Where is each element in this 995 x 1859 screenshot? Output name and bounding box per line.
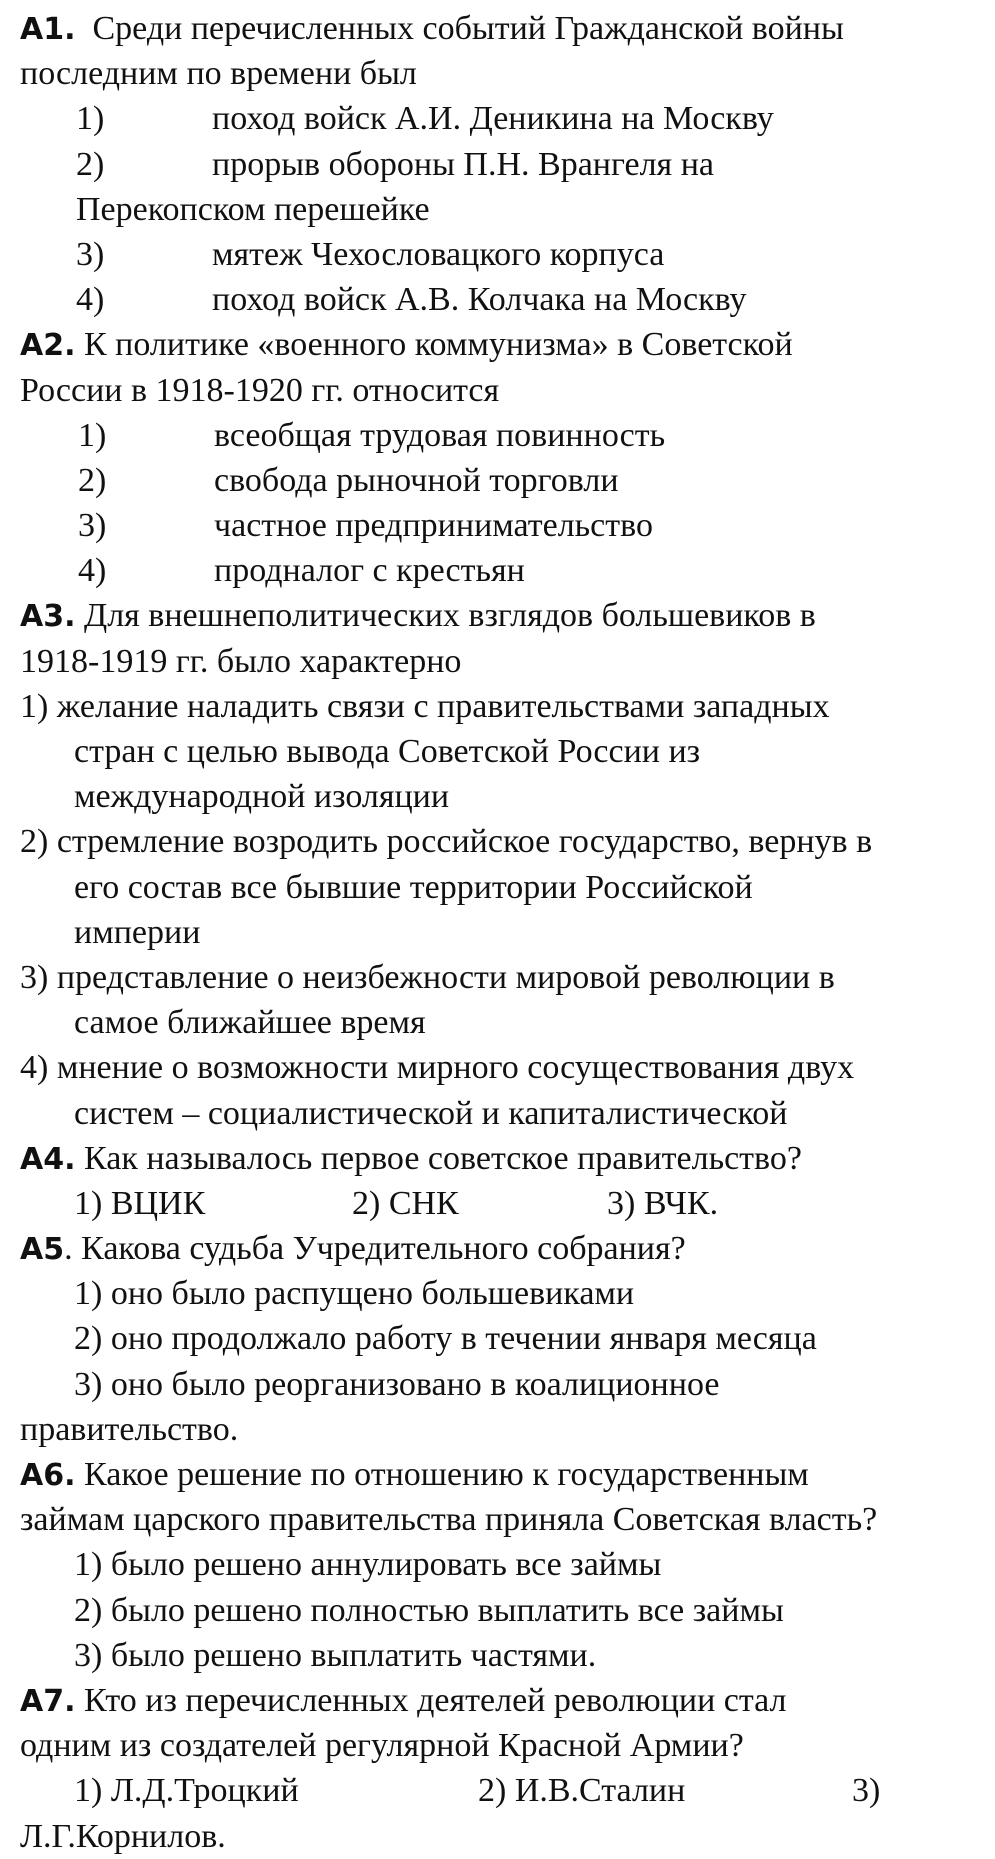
question-text: России в 1918-1920 гг. относится [20,371,500,409]
question-a5 [20,1226,975,1452]
answer-option[interactable]: 1) поход войск А.И. Деникина на Москву [76,100,774,138]
answer-option[interactable]: 3) оно было реорганизовано в коалиционное [74,1365,720,1403]
question-text: А2. К политике «военного коммунизма» в Советской [20,326,793,364]
question-a3 [20,593,975,1135]
answer-option-continuation: стран с целью вывода Советской России из [74,733,701,770]
question-label: А4. [20,1141,76,1177]
question-text: А7. Кто из перечисленных деятелей революции стал [20,1681,787,1719]
answer-option[interactable]: 3) частное предпринимательство [78,507,653,545]
question-a4 [20,1136,975,1226]
question-text: одним из создателей регулярной Красной Армии? [20,1727,744,1765]
question-text: А3. Для внешнеполитических взглядов большевиков в [20,597,816,635]
answer-option[interactable]: 2) было решено полностью выплатить все займы [74,1591,784,1629]
answer-option[interactable]: 3) ВЧК. [607,1184,719,1222]
answer-option[interactable]: 2) прорыв обороны П.Н. Врангеля на [76,145,714,183]
question-a7 [20,1678,975,1859]
answer-option[interactable]: 2) И.В.Сталин [478,1772,686,1810]
question-label: А3. [20,599,76,635]
answer-option[interactable]: 4) поход войск А.В. Колчака на Москву [76,281,747,319]
question-label: А2. [20,328,76,364]
question-text: 1918-1919 гг. было характерно [20,642,462,680]
answer-option[interactable]: 2) СНК [352,1184,459,1222]
answer-option[interactable]: 1) ВЦИК [74,1184,206,1222]
answer-option-continuation: международной изоляции [74,778,450,816]
answer-option[interactable]: 1) всеобщая трудовая повинность [78,416,666,454]
answer-option-continuation: Перекопском перешейке [76,190,430,228]
question-a2 [20,322,975,593]
question-text: последним по времени был [20,55,417,93]
answer-options-row [20,1768,975,1813]
question-text: займам царского правительства приняла Советская власть? [20,1501,878,1539]
answer-option[interactable]: 3) представление о неизбежности мировой революции в [20,958,835,996]
answer-option[interactable]: 3) мятеж Чехословацкого корпуса [76,235,665,273]
question-label: А5 [20,1232,65,1268]
answer-option[interactable]: 2) свобода рыночной торговли [78,461,619,499]
question-label: А7. [20,1683,76,1719]
answer-options-row [20,1181,975,1226]
question-text: А4. Как называлось первое советское правительство? [20,1139,802,1177]
answer-option[interactable]: 1) Л.Д.Троцкий [74,1772,299,1810]
answer-option[interactable]: 1) было решено аннулировать все займы [74,1546,662,1584]
answer-option[interactable]: 3) [852,1772,881,1810]
answer-option-continuation: Л.Г.Корнилов. [20,1817,226,1855]
answer-option-continuation: империи [74,913,201,951]
answer-option[interactable]: 1) желание наладить связи с правительствами западных [20,687,830,725]
question-text: А1. Среди перечисленных событий Гражданской войны [20,10,844,47]
question-a6 [20,1452,975,1678]
answer-option-continuation: его состав все бывшие территории Российской [74,868,753,906]
answer-option[interactable]: 4) продналог с крестьян [78,552,525,590]
answer-option[interactable]: 2) стремление возродить российское государство, вернув в [20,823,873,861]
answer-option[interactable]: 4) мнение о возможности мирного сосуществования двух [20,1049,855,1087]
answer-option[interactable]: 2) оно продолжало работу в течении января месяца [74,1320,817,1358]
answer-option[interactable]: 3) было решено выплатить частями. [74,1636,597,1674]
answer-option-continuation: систем – социалистической и капиталистической [74,1094,788,1132]
question-label: А1. [20,12,76,47]
answer-option[interactable]: 1) оно было распущено большевиками [74,1275,635,1313]
question-text: А6. Какое решение по отношению к государственным [20,1456,809,1493]
question-label: А6. [20,1458,76,1493]
answer-option-continuation: правительство. [20,1410,239,1448]
question-a1 [20,6,975,322]
question-text: А5. Какова судьба Учредительного собрания? [20,1230,686,1268]
answer-option-continuation: самое ближайшее время [74,1004,426,1042]
